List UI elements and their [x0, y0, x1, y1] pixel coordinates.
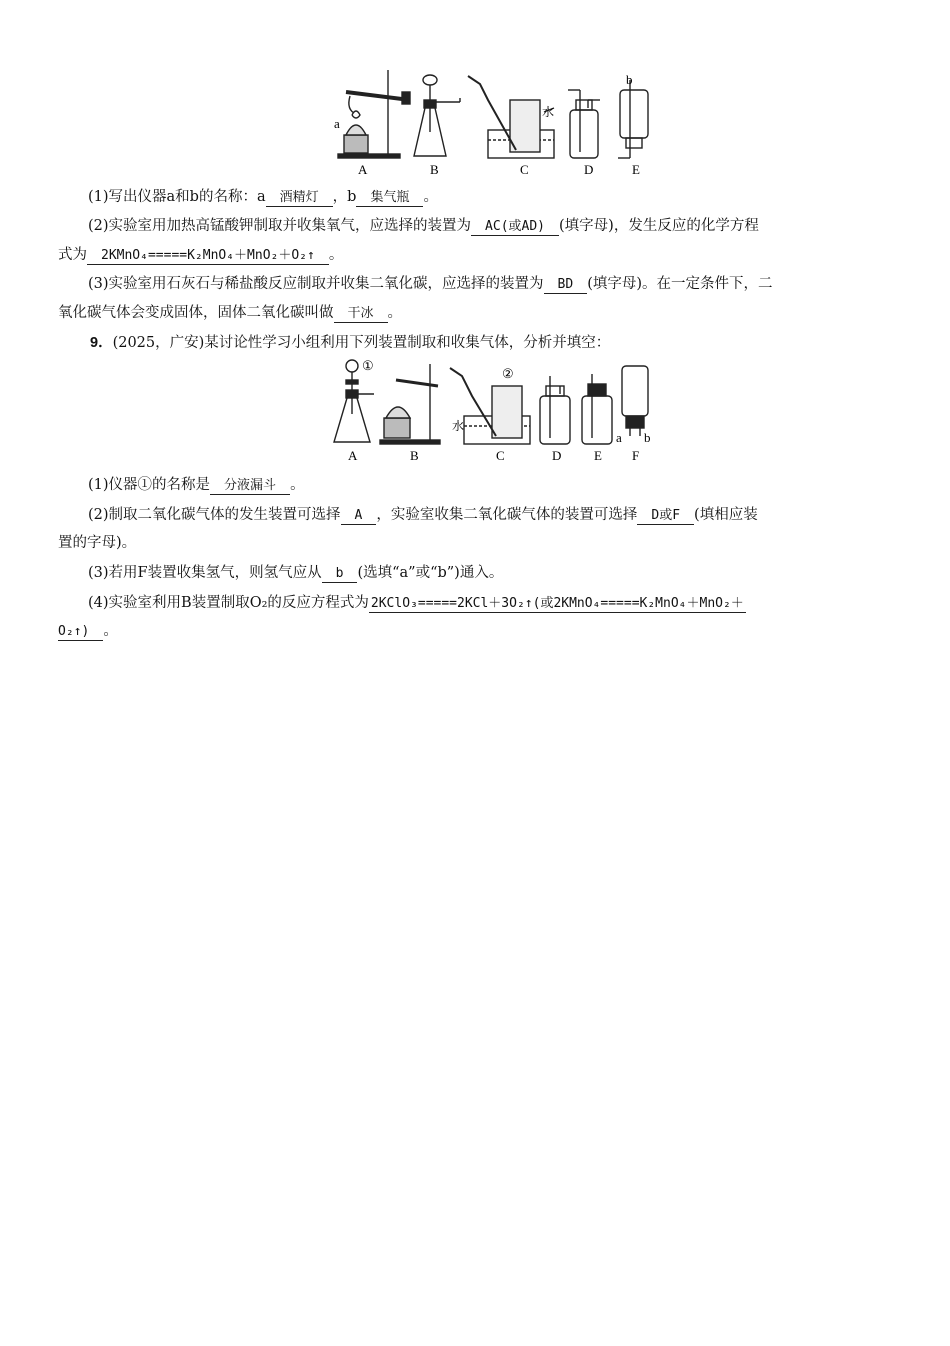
- q8-p1-answer-a: 酒精灯: [266, 189, 333, 207]
- q9-p1-text: (1)仪器①的名称是: [88, 477, 211, 493]
- q9-part3: [58, 562, 928, 584]
- fig1-label-A: A: [358, 162, 368, 177]
- q8-p1-post: 。: [423, 189, 438, 205]
- q8-p1-text: (1)写出仪器a和b的名称：a: [88, 189, 266, 205]
- q9-p2-l2-text: 置的字母)。: [58, 535, 137, 551]
- fig2-label-a: a: [616, 430, 622, 445]
- circle-2-label: ②: [502, 367, 514, 382]
- fig2-label-E: E: [594, 448, 602, 463]
- q8-part3-line1: [58, 273, 928, 295]
- fig2-label-A: A: [348, 448, 358, 463]
- fig2-label-D: D: [552, 448, 562, 463]
- q9-p4-answer: 2KClO₃=====2KCl＋3O₂↑(或2KMnO₄=====K₂MnO₄＋MnO₂＋: [370, 596, 744, 611]
- fig2-label-b: b: [644, 430, 651, 445]
- q9-p4-text: (4)实验室利用B装置制取O₂的反应方程式为: [88, 595, 369, 611]
- fig2-water-label: 水: [452, 419, 465, 433]
- q9-p3-post: (选填“a”或“b”)通入。: [357, 565, 504, 581]
- fig1-label-D: D: [584, 162, 594, 177]
- fig1-label-B: B: [430, 162, 439, 177]
- q9-p1-answer: 分液漏斗: [210, 477, 290, 495]
- q8-p1-mid: ，b: [332, 189, 357, 205]
- q8-p2-equation: 2KMnO₄=====K₂MnO₄＋MnO₂＋O₂↑: [87, 247, 329, 265]
- q9-part4-line1: [58, 592, 928, 614]
- figure-1-apparatus: [330, 70, 660, 182]
- q9-p4-post: 。: [103, 623, 118, 639]
- fig1-label-E: E: [632, 162, 640, 177]
- q9-p1-post: 。: [290, 477, 305, 493]
- fig1-label-C: C: [520, 162, 529, 177]
- label-a: a: [334, 116, 340, 131]
- q8-p3-l2-text: 氧化碳气体会变成固体，固体二氧化碳叫做: [58, 305, 334, 321]
- q9-part4-line2: [58, 620, 898, 642]
- figure-2-apparatus: [326, 356, 672, 468]
- q8-p3-text: (3)实验室用石灰石与稀盐酸反应制取并收集二氧化碳，应选择的装置为: [88, 276, 544, 292]
- q9-part1: [58, 474, 928, 496]
- q9-part2-line1: [58, 504, 928, 526]
- q9-p3-text: (3)若用F装置收集氢气，则氢气应从: [88, 565, 322, 581]
- fig2-label-F: F: [632, 448, 640, 463]
- q9-p2-mid: ，实验室收集二氧化碳气体的装置可选择: [376, 507, 638, 523]
- q9-p2-post: (填相应装: [694, 507, 758, 523]
- q9-p4-answer-cont: O₂↑): [58, 623, 103, 641]
- q9-stem-text: (2025，广安)某讨论性学习小组利用下列装置制取和收集气体，分析并填空：: [112, 335, 611, 351]
- q8-p3-answer: BD: [544, 276, 588, 294]
- q8-p1-answer-b: 集气瓶: [356, 189, 423, 207]
- q8-part3-line2: [58, 302, 898, 324]
- circle-1-label: ①: [362, 359, 374, 374]
- q9-p2-answer-b: D或F: [637, 507, 694, 525]
- q9-stem: [58, 332, 930, 354]
- q9-p2-text: (2)制取二氧化碳气体的发生装置可选择: [88, 507, 341, 523]
- fig2-label-C: C: [496, 448, 505, 463]
- q9-part2-line2: [58, 532, 898, 554]
- figure-2-svg: [326, 356, 672, 468]
- q8-p2-answer: AC(或AD): [471, 218, 559, 236]
- fig2-label-B: B: [410, 448, 419, 463]
- q9-p3-answer: b: [322, 565, 358, 583]
- q8-p2-l2-text: 式为: [58, 247, 87, 263]
- water-label: 水: [542, 105, 555, 119]
- q9-number: 9．: [90, 335, 113, 351]
- q8-part2-line1: [58, 215, 928, 237]
- figure-1-svg: [330, 70, 660, 182]
- q8-p2-text: (2)实验室用加热高锰酸钾制取并收集氧气，应选择的装置为: [88, 218, 472, 234]
- q8-p3-answer-b: 干冰: [334, 305, 388, 323]
- q8-p3-l2-post: 。: [387, 305, 403, 321]
- q8-p2-post: (填字母)，发生反应的化学方程: [559, 218, 759, 234]
- q9-p2-answer-a: A: [341, 507, 377, 525]
- q8-p2-l2-post: 。: [328, 247, 344, 263]
- label-b: b: [626, 72, 633, 87]
- q8-p3-post: (填字母)。在一定条件下，二: [587, 276, 773, 292]
- q8-part2-line2: [58, 244, 898, 266]
- q8-part1: [58, 186, 928, 208]
